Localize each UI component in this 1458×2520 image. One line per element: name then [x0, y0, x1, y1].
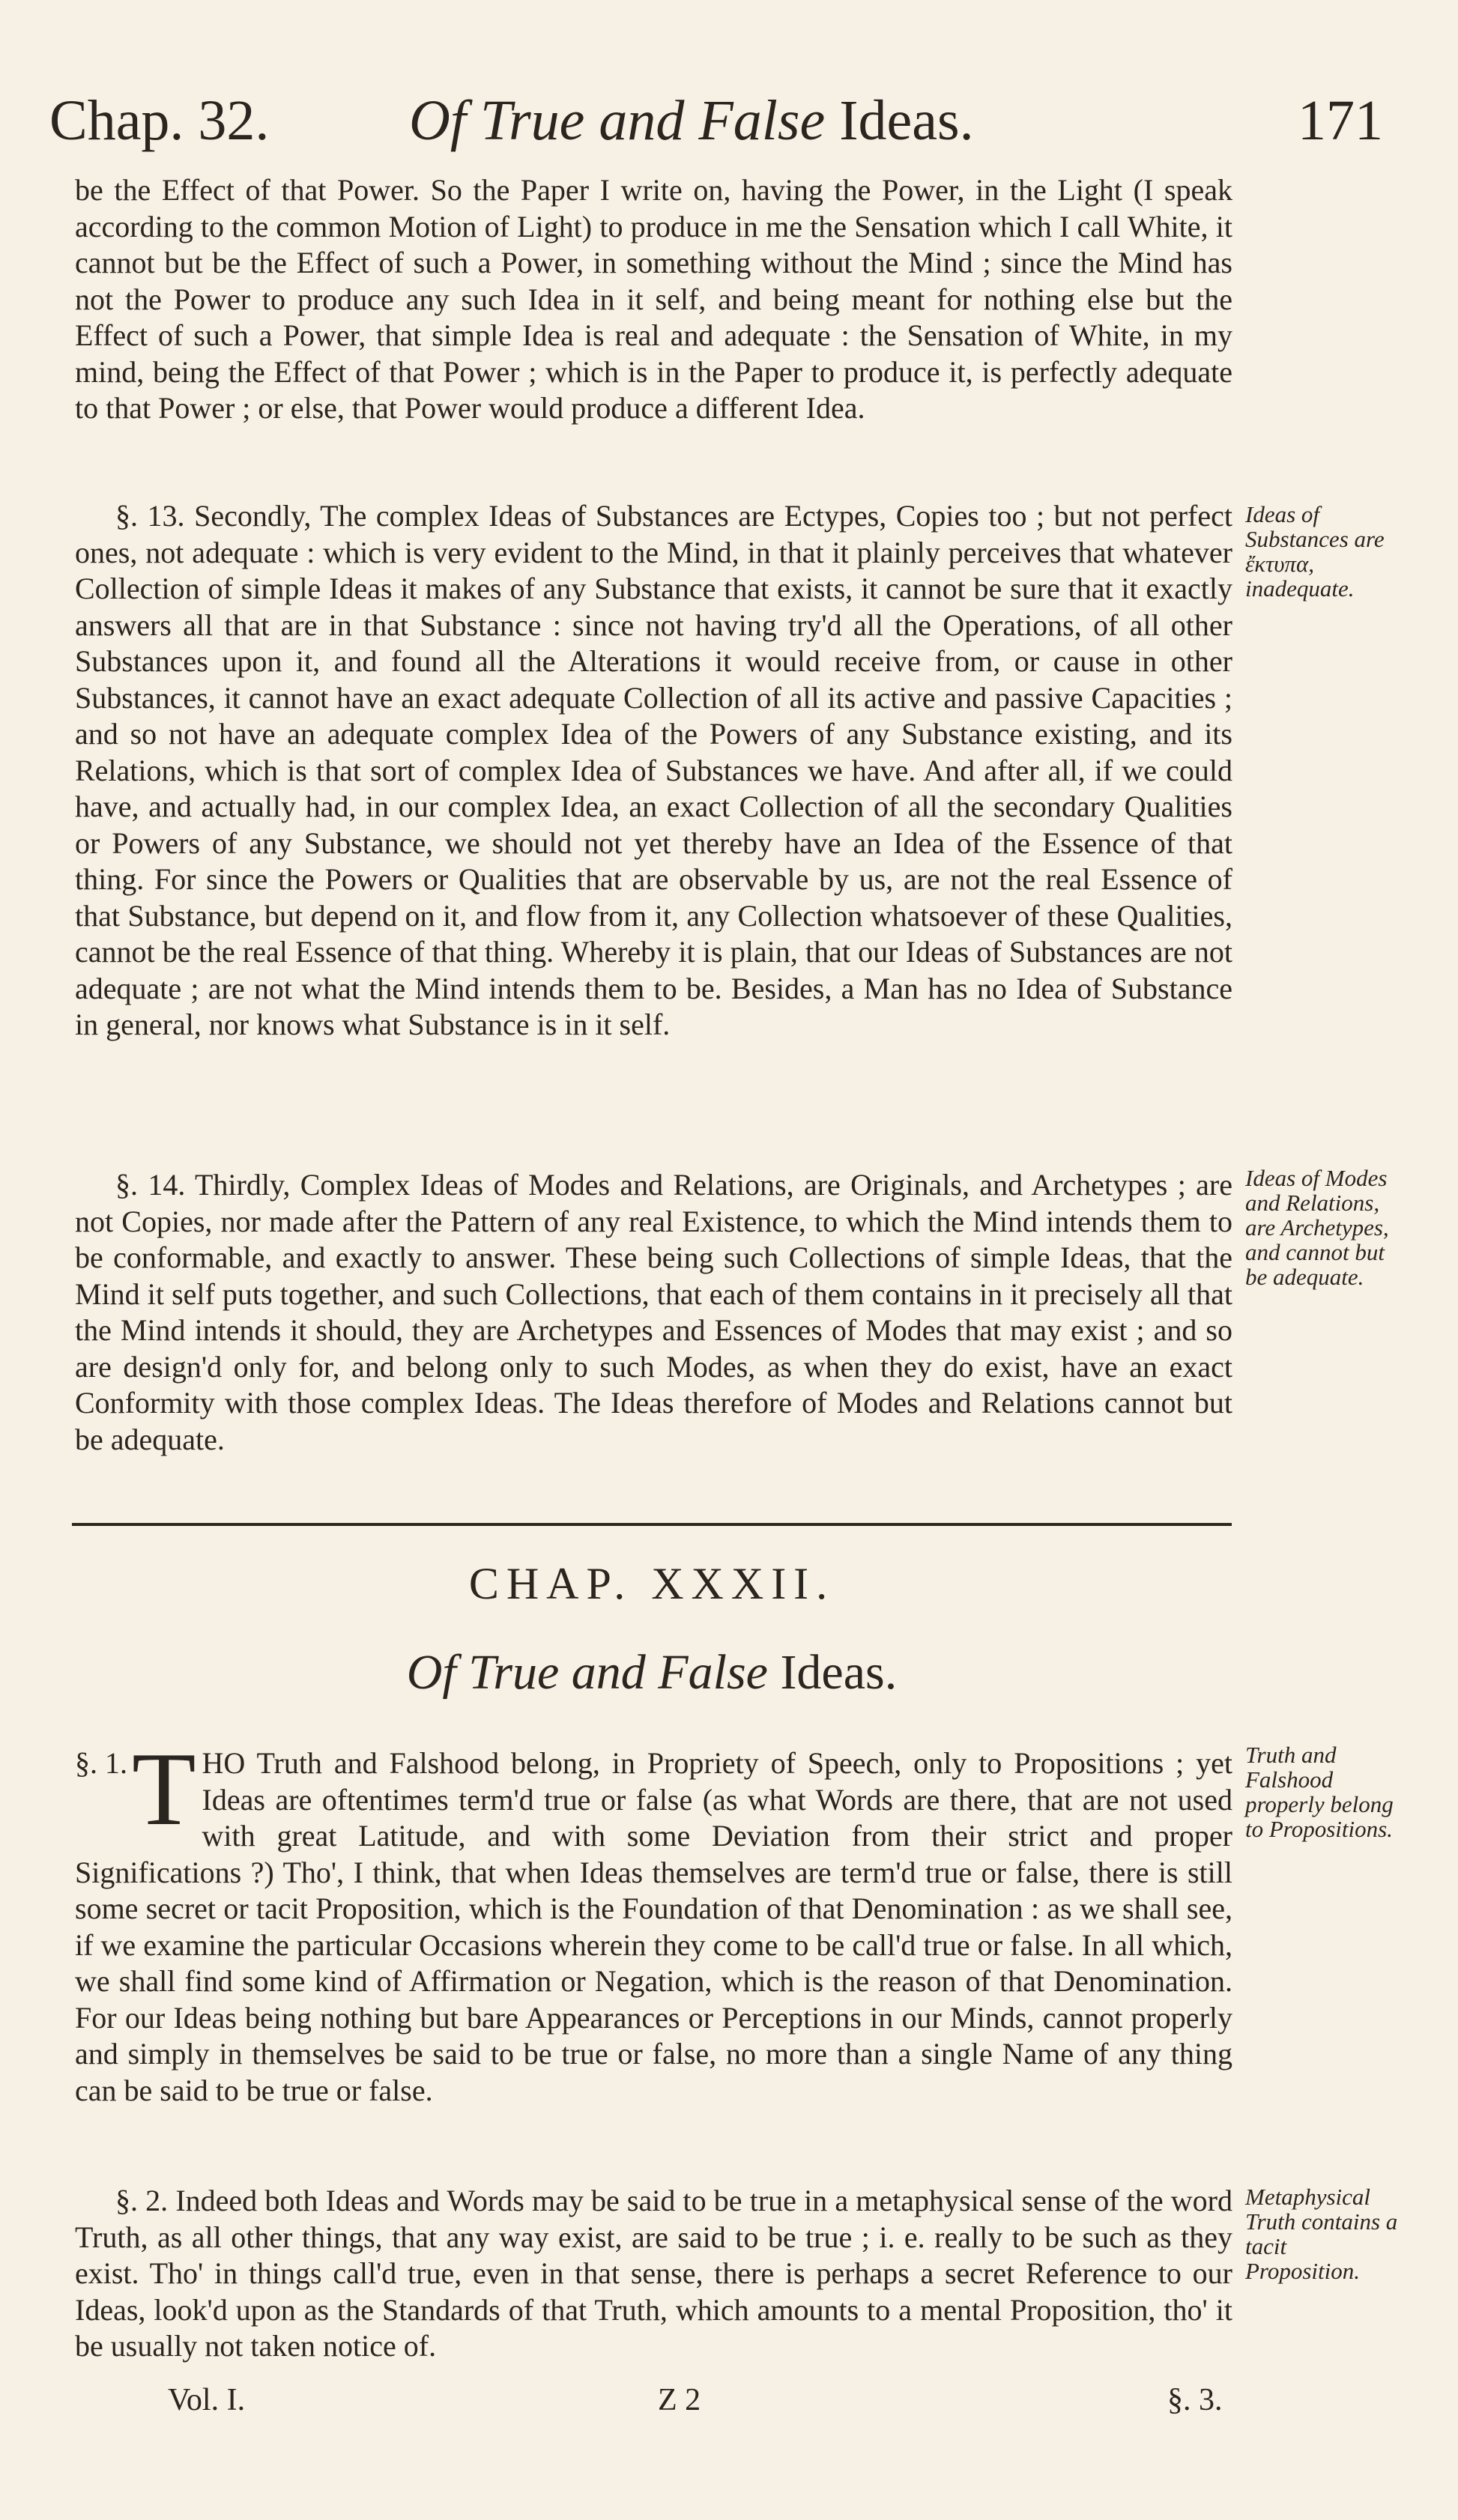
chapter-subtitle [72, 1644, 1232, 1701]
chapter-subtitle-plain: Ideas. [767, 1645, 898, 1700]
section-2-text: §. 2. Indeed both Ideas and Words may be said to be true in a metaphysical sense of the word Truth, as all other things, that any way exist, are said to be true ; i. e. really to be such as they exist. Tho' in things call'd true, even in that sense, there is perhaps a secret Reference to our Ideas, look'd upon as the Standards of that Truth, which amounts to a mental Proposition, tho' it be usually not taken notice of. [75, 2184, 1232, 2363]
running-head-chapter: Chap. 32. [49, 89, 270, 152]
margin-note-modes: Ideas of Modes and Relations, are Archetypes, and cannot but be adequate. [1245, 1165, 1389, 1290]
section-13-text: §. 13. Secondly, The complex Ideas of Substances are Ectypes, Copies too ; but not perfect ones, not adequate : which is very evident to the Mind, in that it plainly perceives that whatever Collection of simple Ideas it makes of any Substance that exists, it cannot be sure that it exactly answers all that are in that Substance : since not having try'd all the Operations, of all other Substances upon it, and found all the Alterations it would receive from, or cause in other Substances, it cannot have an exact adequate Collection of all its active and passive Capacities ; and so not have an adequate complex Idea of the Powers of any Substance existing, and its Relations, which is that sort of complex Idea of Substances we have. And after all, if we could have, and actually had, in our complex Idea, an exact Collection of all the secondary Qualities or Powers of any Substance, we should not yet thereby have an Idea of the Essence of that thing. For since the Powers or Qualities that are observable by us, are not the real Essence of that Substance, but depend on it, and flow from it, any Collection whatsoever of these Qualities, cannot be the real Essence of that thing. Whereby it is plain, that our Ideas of Substances are not adequate ; are not what the Mind intends them to be. Besides, a Man has no Idea of Substance in general, nor knows what Substance is in it self. [75, 499, 1232, 1041]
margin-note-truth-falshood: Truth and Falshood properly belong to Propositions. [1245, 1742, 1394, 1842]
section-1 [75, 1731, 1232, 2109]
section-2 [75, 2183, 1232, 2365]
chapter-heading: CHAP. XXXII. [468, 1559, 835, 1608]
volume-mark: Vol. I. [168, 2383, 246, 2417]
running-head-title-plain: Ideas. [825, 89, 974, 152]
paragraph-text: be the Effect of that Power. So the Paper I write on, having the Power, in the Light (I speak according to the common Motion of Light) to produce in me the Sensation which I call White, it cannot but be the Effect of such a Power, in something without the Mind ; since the Mind has not the Power to produce any such Idea in it self, and being meant for nothing else but the Effect of such a Power, that simple Idea is real and adequate : the Sensation of White, in my mind, being the Effect of that Power ; which is in the Paper to produce it, is perfectly adequate to that Power ; or else, that Power would produce a different Idea. [75, 173, 1232, 425]
drop-cap: T [132, 1731, 196, 1847]
signature-mark: Z 2 [658, 2383, 701, 2417]
running-head-title-italic: Of True and False [409, 89, 826, 152]
section-1-number: §. 1. [75, 1746, 127, 1780]
running-head [49, 88, 1383, 171]
page-footer [0, 2382, 1458, 2427]
section-14 [75, 1167, 1232, 1458]
section-1-text: HO Truth and Falshood belong, in Propriety of Speech, only to Propositions ; yet Ideas are oftentimes term'd true or false (as what Words are there, that are not used with great Latitude, and with some Deviation from their strict and proper Significations ?) Tho', I think, that when Ideas themselves are term'd true or false, there is still some secret or tacit Proposition, which is the Foundation of that Denomination : as we shall see, if we examine the particular Occasions wherein they come to be call'd true or false. In all which, we shall find some kind of Affirmation or Negation, which is the reason of that Denomination. For our Ideas being nothing but bare Appearances or Perceptions in our Minds, cannot properly and simply in themselves be said to be true or false, no more than a single Name of any thing can be said to be true or false. [75, 1746, 1232, 2107]
paragraph-continuation [75, 172, 1232, 427]
chapter-subtitle-italic: Of True and False [406, 1645, 768, 1700]
page-number: 171 [1298, 89, 1383, 152]
margin-note-substances: Ideas of Substances are ἔκτυπα, inadequate. [1245, 501, 1385, 602]
margin-note-metaphysical: Metaphysical Truth contains a tacit Proposition. [1245, 2184, 1398, 2284]
section-1-paragraph [75, 1731, 1232, 2109]
section-14-text: §. 14. Thirdly, Complex Ideas of Modes and Relations, are Originals, and Archetypes ; are not Copies, nor made after the Pattern of any real Existence, to which the Mind intends them to be conformable, and exactly to answer. These being such Collections of simple Ideas, that the Mind it self puts together, and such Collections, that each of them contains in it precisely all that the Mind intends it should, they are Archetypes and Essences of Modes that may exist ; and so are design'd only for, and belong only to such Modes, as when they do exist, have an exact Conformity with those complex Ideas. The Ideas therefore of Modes and Relations cannot but be adequate. [75, 1168, 1232, 1456]
section-13 [75, 498, 1232, 1044]
catchword: §. 3. [1167, 2383, 1223, 2417]
running-head-title [409, 88, 974, 154]
chapter-rule [72, 1523, 1232, 1526]
